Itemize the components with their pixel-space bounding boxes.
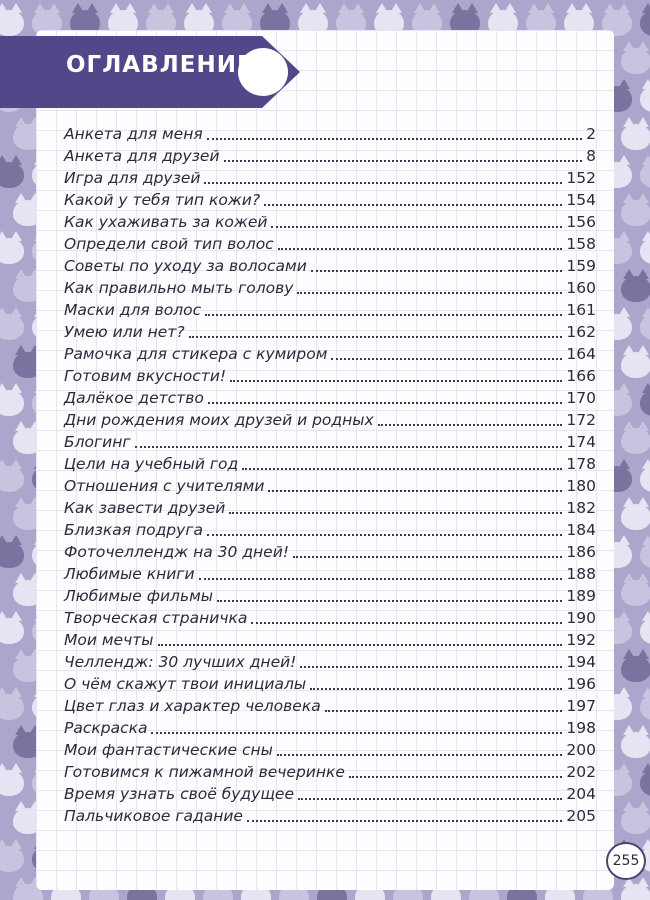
cat-face-icon <box>0 770 24 796</box>
dot-leader <box>151 732 562 734</box>
toc-entry-page: 180 <box>566 477 596 495</box>
dot-leader <box>325 710 563 712</box>
toc-entry-page: 204 <box>566 785 596 803</box>
toc-entry-page: 164 <box>566 345 596 363</box>
dot-leader <box>158 644 563 646</box>
toc-entry <box>64 277 596 299</box>
toc-entry-title: Цели на учебный год <box>64 455 239 473</box>
dot-leader <box>349 776 563 778</box>
toc-entry-page: 188 <box>566 565 596 583</box>
toc-entry-title: Умею или нет? <box>64 323 185 341</box>
dot-leader <box>278 248 563 250</box>
toc-entry-title: Как завести друзей <box>64 499 226 517</box>
dot-leader <box>271 226 562 228</box>
cat-face-icon <box>0 846 24 872</box>
cat-face-icon <box>621 884 650 900</box>
toc-entry-title: Мои мечты <box>64 631 154 649</box>
toc-entry-title: Творческая страничка <box>64 609 248 627</box>
cat-face-icon <box>0 390 24 416</box>
toc-entry <box>64 387 596 409</box>
toc-entry-page: 2 <box>586 125 596 143</box>
toc-entry-title: Любимые книги <box>64 565 195 583</box>
toc-entry <box>64 673 596 695</box>
dot-leader <box>251 622 562 624</box>
dot-leader <box>310 688 562 690</box>
toc-entry <box>64 431 596 453</box>
toc-entry <box>64 541 596 563</box>
dot-leader <box>300 666 562 668</box>
toc-entry-page: 192 <box>566 631 596 649</box>
toc-entry-page: 174 <box>566 433 596 451</box>
toc-entry-page: 170 <box>566 389 596 407</box>
toc-entry-title: Как ухаживать за кожей <box>64 213 268 231</box>
dot-leader <box>311 270 563 272</box>
toc-entry-page: 186 <box>566 543 596 561</box>
toc-entry-page: 189 <box>566 587 596 605</box>
cat-face-icon <box>0 542 24 568</box>
cat-face-icon <box>640 770 650 796</box>
toc-entry-page: 159 <box>566 257 596 275</box>
cat-face-icon <box>621 48 650 74</box>
toc-entry <box>64 365 596 387</box>
toc-entry-title: Рамочка для стикера с кумиром <box>64 345 328 363</box>
toc-entry <box>64 255 596 277</box>
cat-face-icon <box>0 314 24 340</box>
toc-entry <box>64 519 596 541</box>
cat-face-icon <box>621 124 650 150</box>
toc-entry <box>64 563 596 585</box>
toc-entry-page: 197 <box>566 697 596 715</box>
dot-leader <box>264 204 562 206</box>
toc-entry-title: Маски для волос <box>64 301 202 319</box>
toc-entry-page: 200 <box>566 741 596 759</box>
cat-face-icon <box>0 162 24 188</box>
cat-face-icon <box>621 732 650 758</box>
dot-leader <box>207 534 562 536</box>
dot-leader <box>230 380 562 382</box>
toc-entry-page: 161 <box>566 301 596 319</box>
toc-entry-page: 182 <box>566 499 596 517</box>
dot-leader <box>204 182 562 184</box>
table-of-contents <box>64 123 596 827</box>
toc-entry-title: Готовим вкусности! <box>64 367 227 385</box>
toc-entry-page: 205 <box>566 807 596 825</box>
toc-entry-title: Пальчиковое гадание <box>64 807 243 825</box>
cat-face-icon <box>0 618 24 644</box>
toc-entry-page: 8 <box>586 147 596 165</box>
toc-entry-title: Цвет глаз и характер человека <box>64 697 321 715</box>
cat-face-icon <box>0 694 24 720</box>
toc-entry <box>64 145 596 167</box>
cat-face-icon <box>621 352 650 378</box>
cat-face-icon <box>640 238 650 264</box>
toc-entry-title: Раскраска <box>64 719 148 737</box>
dot-leader <box>217 600 562 602</box>
toc-entry <box>64 475 596 497</box>
toc-entry <box>64 343 596 365</box>
cat-face-icon <box>640 314 650 340</box>
dot-leader <box>297 292 562 294</box>
dot-leader <box>199 578 563 580</box>
cat-face-icon <box>621 504 650 530</box>
cat-face-icon <box>640 542 650 568</box>
page-number: 255 <box>606 842 646 880</box>
toc-entry <box>64 321 596 343</box>
dot-leader <box>205 314 562 316</box>
toc-entry <box>64 585 596 607</box>
toc-entry-title: Какой у тебя тип кожи? <box>64 191 261 209</box>
dot-leader <box>135 446 563 448</box>
toc-entry <box>64 167 596 189</box>
dot-leader <box>207 138 582 140</box>
dot-leader <box>331 358 562 360</box>
dot-leader <box>224 160 583 162</box>
dot-leader <box>247 820 562 822</box>
toc-entry <box>64 497 596 519</box>
cat-face-icon <box>621 808 650 834</box>
dot-leader <box>189 336 563 338</box>
toc-entry-title: Анкета для меня <box>64 125 203 143</box>
dot-leader <box>268 490 562 492</box>
toc-entry-title: Челлендж: 30 лучших дней! <box>64 653 297 671</box>
cat-face-icon <box>0 10 24 36</box>
toc-entry <box>64 233 596 255</box>
toc-entry-title: Анкета для друзей <box>64 147 220 165</box>
cat-face-icon <box>621 200 650 226</box>
toc-entry-page: 158 <box>566 235 596 253</box>
toc-entry-title: Как правильно мыть голову <box>64 279 294 297</box>
toc-entry <box>64 629 596 651</box>
cat-face-icon <box>0 238 24 264</box>
toc-entry <box>64 607 596 629</box>
toc-entry <box>64 761 596 783</box>
toc-entry-page: 202 <box>566 763 596 781</box>
toc-entry-page: 196 <box>566 675 596 693</box>
toc-entry-title: Время узнать своё будущее <box>64 785 294 803</box>
toc-entry <box>64 717 596 739</box>
toc-entry-title: Игра для друзей <box>64 169 201 187</box>
cat-face-icon <box>621 276 650 302</box>
toc-entry-page: 152 <box>566 169 596 187</box>
dot-leader <box>277 754 563 756</box>
toc-entry-page: 156 <box>566 213 596 231</box>
cat-face-icon <box>621 656 650 682</box>
dot-leader <box>208 402 563 404</box>
cat-face-icon <box>640 390 650 416</box>
toc-entry-page: 178 <box>566 455 596 473</box>
toc-entry-title: Определи свой тип волос <box>64 235 274 253</box>
toc-entry <box>64 189 596 211</box>
toc-entry-title: Фоточеллендж на 30 дней! <box>64 543 290 561</box>
toc-entry-page: 194 <box>566 653 596 671</box>
toc-entry-title: Дни рождения моих друзей и родных <box>64 411 374 429</box>
toc-entry-title: Готовимся к пижамной вечеринке <box>64 763 345 781</box>
toc-entry-title: Мои фантастические сны <box>64 741 273 759</box>
toc-entry <box>64 299 596 321</box>
toc-entry-page: 172 <box>566 411 596 429</box>
cat-face-icon <box>0 466 24 492</box>
toc-entry <box>64 453 596 475</box>
toc-entry-title: Советы по уходу за волосами <box>64 257 307 275</box>
cat-face-icon <box>640 466 650 492</box>
toc-entry-title: Любимые фильмы <box>64 587 214 605</box>
toc-entry <box>64 211 596 233</box>
cat-face-icon <box>640 10 650 36</box>
cat-face-icon <box>640 694 650 720</box>
toc-entry-page: 198 <box>566 719 596 737</box>
toc-entry-page: 162 <box>566 323 596 341</box>
toc-entry-page: 154 <box>566 191 596 209</box>
cat-face-icon <box>640 618 650 644</box>
cat-face-icon <box>640 162 650 188</box>
toc-entry <box>64 805 596 827</box>
dot-leader <box>298 798 562 800</box>
toc-entry-title: Близкая подруга <box>64 521 203 539</box>
toc-entry-title: Отношения с учителями <box>64 477 265 495</box>
dot-leader <box>378 424 563 426</box>
toc-entry <box>64 409 596 431</box>
toc-entry-page: 160 <box>566 279 596 297</box>
cat-face-icon <box>621 428 650 454</box>
toc-entry-page: 184 <box>566 521 596 539</box>
toc-entry-title: Далёкое детство <box>64 389 204 407</box>
toc-entry <box>64 783 596 805</box>
toc-entry-title: Блогинг <box>64 433 131 451</box>
dot-leader <box>242 468 562 470</box>
cat-face-icon <box>621 580 650 606</box>
toc-entry <box>64 695 596 717</box>
dot-leader <box>229 512 562 514</box>
toc-entry <box>64 739 596 761</box>
dot-leader <box>293 556 562 558</box>
toc-entry <box>64 651 596 673</box>
page-title: ОГЛАВЛЕНИЕ <box>66 52 254 78</box>
toc-entry-title: О чём скажут твои инициалы <box>64 675 307 693</box>
cat-face-icon <box>640 86 650 112</box>
toc-entry-page: 166 <box>566 367 596 385</box>
toc-entry-page: 190 <box>566 609 596 627</box>
toc-entry <box>64 123 596 145</box>
